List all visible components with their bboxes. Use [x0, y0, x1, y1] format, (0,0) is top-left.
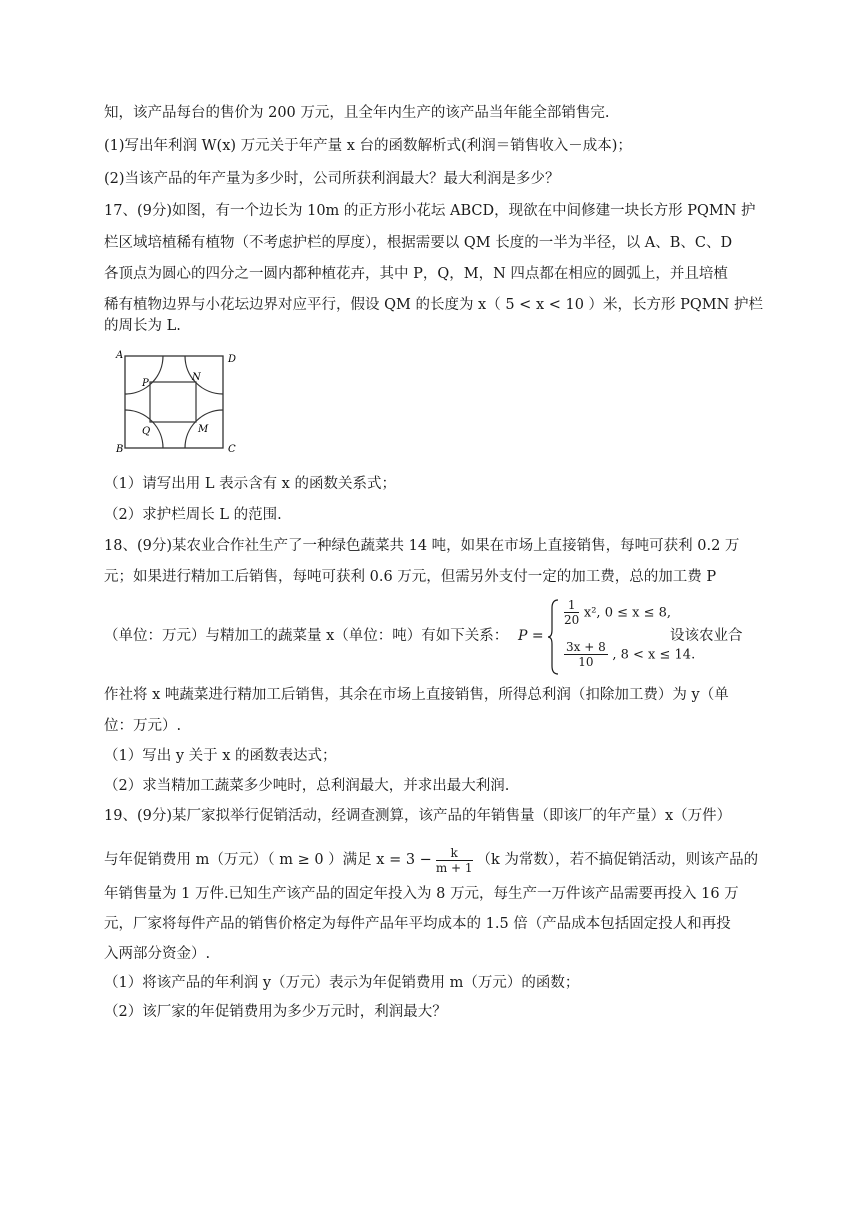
label-b: B: [116, 444, 124, 455]
frac-3x-plus-8: $\frac{3x + 8}{10}$: [566, 640, 606, 669]
square-abcd: [125, 356, 223, 448]
piece-2-expression: , 8 < x ≤ 14.: [612, 647, 696, 663]
intro-line: 知，该产品每台的售价为 200 万元，且全年内生产的该产品当年能全部销售完.: [104, 105, 610, 121]
p19-line-1: 19、(9分)某厂家拟举行促销活动，经调查测算，该产品的年销售量（即该厂的年产量）x（万件）: [104, 808, 732, 824]
label-p: P: [142, 378, 149, 389]
piece-1-expression: x², 0 ≤ x ≤ 8,: [583, 605, 672, 621]
p19-line-2b: （k 为常数），若不搞促销活动，则该产品的: [476, 852, 759, 868]
label-q: Q: [142, 426, 151, 437]
p17-line-1: 17、(9分)如图，有一个边长为 10m 的正方形小花坛 ABCD，现欲在中间修建一块长方形 PQMN 护: [104, 203, 756, 219]
p18-line-5: 位：万元）.: [104, 718, 182, 734]
label-n: N: [192, 372, 201, 383]
frac-k-over-m-plus-1: $\frac{k}{m + 1}$: [435, 845, 473, 875]
label-c: C: [228, 444, 236, 455]
label-m: M: [198, 424, 209, 435]
piecewise-lhs: P =: [518, 628, 544, 644]
p19-line-5: 入两部分资金）.: [104, 946, 211, 962]
p18-question-1: （1）写出 y 关于 x 的函数表达式；: [104, 748, 337, 764]
p18-line-4: 作社将 x 吨蔬菜进行精加工后销售，其余在市场上直接销售，所得总利润（扣除加工费）为 y（单: [104, 687, 729, 703]
p17-question-2: （2）求护栏周长 L 的范围.: [104, 507, 282, 523]
p17-line-4: 稀有植物边界与小花坛边界对应平行，假设 QM 的长度为 x（ 5 < x < 10 ）米，长方形 PQMN 护栏: [104, 297, 763, 313]
p19-line-4: 元，厂家将每件产品的销售价格定为每件产品年平均成本的 1.5 倍（产品成本包括固定投人和再投: [104, 916, 731, 932]
p17-line-3: 各顶点为圆心的四分之一圆内都种植花卉，其中 P，Q，M，N 四点都在相应的圆弧上，并且培植: [104, 266, 728, 282]
p18-line-3b: 设该农业合: [670, 628, 743, 644]
p18-line-3a: （单位：万元）与精加工的蔬菜量 x（单位：吨）有如下关系：: [104, 628, 509, 644]
p19-question-1: （1）将该产品的年利润 y（万元）表示为年促销费用 m（万元）的函数；: [104, 975, 580, 991]
label-d: D: [228, 354, 237, 365]
p17-line-2: 栏区域培植稀有植物（不考虑护栏的厚度），根据需要以 QM 长度的一半为半径，以 A、B、C、D: [104, 235, 733, 251]
rect-pqmn: [150, 382, 196, 422]
arc-d: [185, 356, 223, 394]
square-garden-figure: [112, 348, 242, 456]
p19-line-2a: 与年促销费用 m（万元）（ m ≥ 0 ）满足 x = 3 −: [104, 852, 432, 868]
label-a: A: [116, 350, 124, 361]
p19-question-2: （2）该厂家的年促销费用为多少万元时，利润最大？: [104, 1004, 447, 1020]
frac-one-twentieth: $\frac{1}{20}$: [564, 598, 580, 627]
p18-line-1: 18、(9分)某农业合作社生产了一种绿色蔬菜共 14 吨，如果在市场上直接销售，每吨可获利 0.2 万: [104, 538, 740, 554]
p18-line-2: 元；如果进行精加工后销售，每吨可获利 0.6 万元，但需另外支付一定的加工费，总的加工费 P: [104, 569, 717, 585]
p18-question-2: （2）求当精加工蔬菜多少吨时，总利润最大，并求出最大利润.: [104, 778, 510, 794]
piecewise-brace: [548, 598, 560, 676]
p19-line-2: [104, 842, 758, 878]
intro-question-1: (1)写出年利润 W(x) 万元关于年产量 x 台的函数解析式(利润＝销售收入－成本)；: [104, 138, 632, 154]
p19-line-3: 年销售量为 1 万件.已知生产该产品的固定年投入为 8 万元，每生产一万件该产品需要再投入 16 万: [104, 886, 739, 902]
p17-line-5: 的周长为 L.: [104, 318, 181, 334]
p17-question-1: （1）请写出用 L 表示含有 x 的函数关系式；: [104, 476, 396, 492]
intro-question-2: (2)当该产品的年产量为多少时，公司所获利润最大？最大利润是多少？: [104, 171, 560, 187]
